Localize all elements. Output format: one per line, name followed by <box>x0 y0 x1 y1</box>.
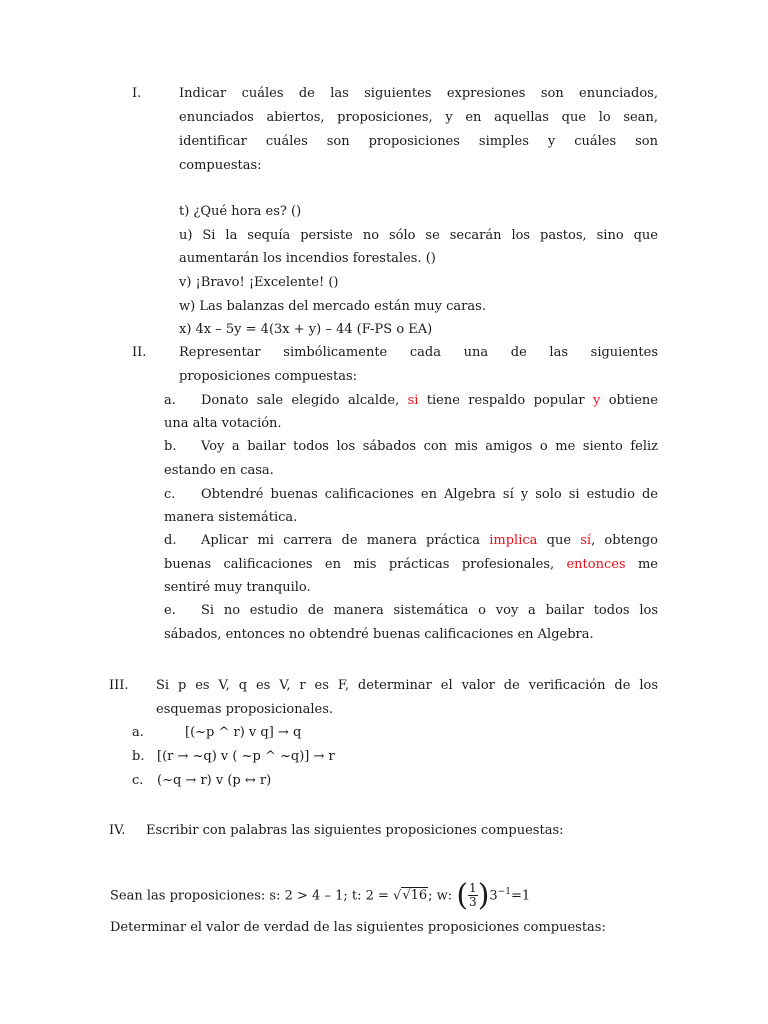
item-d-highlight-si: sí <box>580 533 592 548</box>
section-3-line-1: Si p es V, q es V, r es F, determinar el valor de verificación de los <box>156 678 658 693</box>
inner-root: √16 <box>402 888 428 904</box>
power-base: 3 <box>489 888 498 904</box>
item-u-line-1: u) Si la sequía persiste no sólo se secarán los pastos, sino que <box>179 228 658 243</box>
item-d-text-5: me <box>637 557 658 572</box>
item-c-line-2: manera sistemática. <box>164 510 298 525</box>
item-a-line-1 <box>201 389 658 413</box>
scheme-c-marker: c. <box>132 773 144 788</box>
item-t: t) ¿Qué hora es? () <box>179 204 302 219</box>
item-d-highlight-entonces: entonces <box>566 557 626 572</box>
section-numeral-1: I. <box>132 86 142 101</box>
item-c-marker: c. <box>164 487 176 502</box>
outer-root-sign: √ <box>393 888 402 904</box>
item-d-line-1 <box>201 529 658 553</box>
item-a-line-2: una alta votación. <box>164 416 282 431</box>
item-v: v) ¡Bravo! ¡Excelente! () <box>179 275 339 290</box>
item-u-line-2: aumentarán los incendios forestales. () <box>179 251 436 266</box>
item-d-highlight-implica: implica <box>489 533 538 548</box>
section-3-line-2: esquemas proposicionales. <box>156 702 334 717</box>
item-d-text-3: , obtengo <box>591 533 659 548</box>
scheme-a-marker: a. <box>132 725 144 740</box>
item-a-text-3: obtiene <box>608 393 658 408</box>
item-d-line-3: sentiré muy tranquilo. <box>164 580 311 595</box>
power-exponent: −1 <box>497 887 511 897</box>
item-c-line-1: Obtendré buenas calificaciones en Algebra sí y solo si estudio de <box>201 487 658 502</box>
propositions-lead: Sean las proposiciones: s: 2 > 4 – 1; t: 2 = <box>110 888 389 904</box>
section-1-line-4: compuestas: <box>179 158 262 173</box>
item-d-marker: d. <box>164 533 177 548</box>
section-2-line-1: Representar simbólicamente cada una de las siguientes <box>179 345 658 360</box>
section-1-line-2: enunciados abiertos, proposiciones, y en aquellas que lo sean, <box>179 110 658 125</box>
item-e-marker: e. <box>164 603 176 618</box>
propositions-line <box>110 872 530 912</box>
w-label: ; w: <box>428 888 453 904</box>
item-d-text-1: Aplicar mi carrera de manera práctica <box>201 533 481 548</box>
section-1-line-3: identificar cuáles son proposiciones simples y cuáles son <box>179 134 658 149</box>
section-numeral-3: III. <box>109 678 129 693</box>
section-numeral-4: IV. <box>109 823 126 838</box>
section-1-line-1: Indicar cuáles de las siguientes expresiones son enunciados, <box>179 86 658 101</box>
scheme-b: [(r → ~q) v ( ~p ^ ~q)] → r <box>157 749 335 764</box>
fraction-one-third <box>468 882 478 909</box>
item-a-highlight-si: si <box>407 393 419 408</box>
fraction-denominator: 3 <box>469 895 477 910</box>
item-d-text-4: buenas calificaciones en mis prácticas profesionales, <box>164 557 555 572</box>
item-b-line-1: Voy a bailar todos los sábados con mis amigos o me siento feliz <box>201 439 658 454</box>
item-b-marker: b. <box>164 439 177 454</box>
section-numeral-2: II. <box>132 345 147 360</box>
fraction-numerator: 1 <box>469 881 477 896</box>
equation-tail: =1 <box>510 888 531 904</box>
nested-root <box>393 887 428 903</box>
section-2-line-2: proposiciones compuestas: <box>179 369 357 384</box>
item-a-marker: a. <box>164 393 176 408</box>
paren-close: ) <box>477 877 490 913</box>
scheme-c: (~q → r) v (p ↔ r) <box>157 773 272 788</box>
item-w: w) Las balanzas del mercado están muy caras. <box>179 299 486 314</box>
item-a-text-2: tiene respaldo popular <box>426 393 585 408</box>
paren-open: ( <box>456 877 469 913</box>
item-x: x) 4x – 5y = 4(3x + y) – 44 (F-PS o EA) <box>179 322 433 337</box>
item-d-line-2 <box>164 553 658 577</box>
item-e-line-2: sábados, entonces no obtendré buenas calificaciones en Algebra. <box>164 627 594 642</box>
scheme-a: [(~p ^ r) v q] → q <box>185 725 302 740</box>
section-4-text: Escribir con palabras las siguientes proposiciones compuestas: <box>146 823 564 838</box>
scheme-b-marker: b. <box>132 749 145 764</box>
item-a-highlight-y: y <box>592 393 601 408</box>
item-b-line-2: estando en casa. <box>164 463 274 478</box>
item-e-line-1: Si no estudio de manera sistemática o voy a bailar todos los <box>201 603 658 618</box>
final-instruction: Determinar el valor de verdad de las siguientes proposiciones compuestas: <box>110 920 606 935</box>
item-a-text-1: Donato sale elegido alcalde, <box>201 393 400 408</box>
item-d-text-2: que <box>546 533 572 548</box>
